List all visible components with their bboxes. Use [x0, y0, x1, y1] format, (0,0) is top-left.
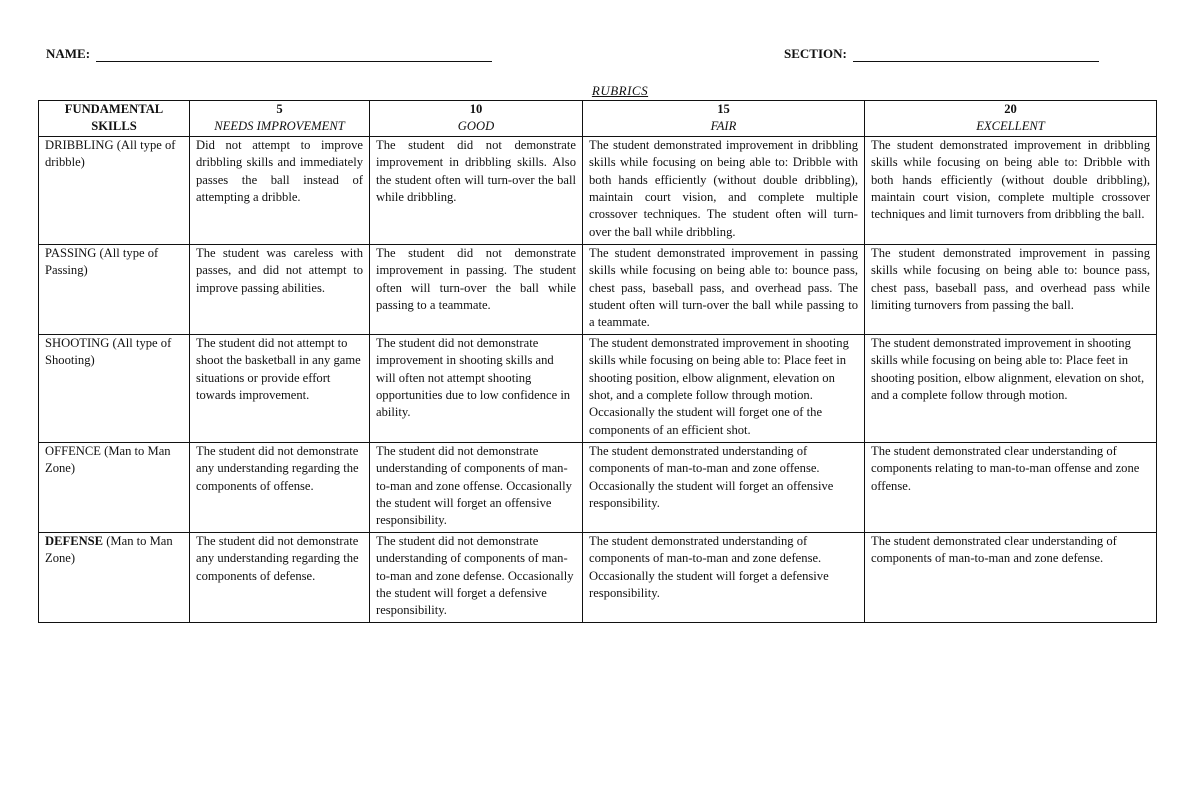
level-label: FAIR	[710, 119, 737, 134]
criteria-cell: The student did not attempt to shoot the basketball in any game situations or provide effort towards improvement.	[190, 334, 370, 442]
skill-cell	[39, 334, 190, 442]
skill-name: SHOOTING (All type of Shooting)	[45, 335, 172, 368]
level-label: EXCELLENT	[976, 119, 1045, 134]
name-label: NAME:	[46, 46, 91, 61]
table-row-shooting	[39, 334, 1157, 442]
table-row-defense	[39, 532, 1157, 622]
header-score-20	[865, 101, 1157, 137]
header-line2: SKILLS	[91, 119, 137, 134]
skill-cell	[39, 244, 190, 334]
criteria-cell: Did not attempt to improve dribbling skills and immediately passes the ball instead of attempting a dribble.	[190, 136, 370, 244]
header-score-5	[190, 101, 370, 137]
rubric-title: RUBRICS	[591, 83, 649, 98]
section-blank-line[interactable]	[853, 47, 1099, 62]
criteria-cell: The student did not demonstrate improvement in shooting skills and will often not attempt shooting opportunities due to low confidence in ability.	[370, 334, 583, 442]
criteria-cell: The student demonstrated clear understanding of components relating to man-to-man offense and zone offense.	[865, 442, 1157, 532]
criteria-cell: The student did not demonstrate any understanding regarding the components of offense.	[190, 442, 370, 532]
header-score-15	[583, 101, 865, 137]
criteria-cell: The student did not demonstrate improvement in dribbling skills. Also the student often will turn-over the ball while dribbling.	[370, 136, 583, 244]
rubric-table	[38, 100, 1157, 623]
score-label: 15	[717, 102, 730, 116]
skill-cell	[39, 442, 190, 532]
score-label: 5	[276, 102, 283, 116]
level-label: GOOD	[457, 119, 495, 134]
criteria-cell: The student demonstrated understanding of components of man-to-man and zone offense. Occasionally the student will forget an offensive responsibility.	[583, 442, 865, 532]
skill-name-bold: DEFENSE	[45, 533, 104, 548]
skill-cell	[39, 136, 190, 244]
criteria-cell: The student demonstrated improvement in dribbling skills while focusing on being able to: Dribble with both hands efficiently (without double dribbling), maintain court vision, complete multiple crossover techniques and limit turnovers from dribbling the ball.	[865, 136, 1157, 244]
section-field	[784, 46, 1099, 62]
name-field	[46, 46, 492, 62]
skill-cell	[39, 532, 190, 622]
criteria-cell: The student did not demonstrate any understanding regarding the components of defense.	[190, 532, 370, 622]
criteria-cell: The student was careless with passes, and did not attempt to improve passing abilities.	[190, 244, 370, 334]
table-row-offence	[39, 442, 1157, 532]
skill-name: PASSING (All type of Passing)	[45, 245, 159, 278]
table-row-dribbling	[39, 136, 1157, 244]
skill-name: DRIBBLING (All type of dribble)	[45, 137, 176, 170]
criteria-cell: The student demonstrated improvement in passing skills while focusing on being able to: bounce pass, chest pass, baseball pass, and overhead pass. The student often will turn-over the ball while passing to a teammate.	[583, 244, 865, 334]
header-line1: FUNDAMENTAL	[64, 102, 164, 116]
name-blank-line[interactable]	[96, 47, 492, 62]
criteria-cell: The student demonstrated clear understanding of components of man-to-man and zone defense.	[865, 532, 1157, 622]
document-header	[0, 46, 1200, 70]
criteria-cell: The student did not demonstrate improvement in passing. The student often will turn-over the ball while passing to a teammate.	[370, 244, 583, 334]
section-label: SECTION:	[784, 46, 847, 61]
criteria-cell: The student demonstrated improvement in shooting skills while focusing on being able to: Place feet in shooting position, elbow alignment, elevation on shot, and a complete follow through motion.	[865, 334, 1157, 442]
criteria-cell: The student demonstrated understanding of components of man-to-man and zone defense. Occasionally the student will forget a defensive responsibility.	[583, 532, 865, 622]
criteria-cell: The student did not demonstrate understanding of components of man-to-man and zone defense. Occasionally the student will forget a defensive responsibility.	[370, 532, 583, 622]
score-label: 10	[469, 102, 483, 116]
criteria-cell: The student did not demonstrate understanding of components of man-to-man and zone offense. Occasionally the student will forget an offensive responsibility.	[370, 442, 583, 532]
header-score-10	[370, 101, 583, 137]
skill-name: OFFENCE (Man to Man Zone)	[45, 443, 171, 476]
criteria-cell: The student demonstrated improvement in dribbling skills while focusing on being able to: Dribble with both hands efficiently (without double dribbling), maintain court vision, and complete multiple crossover techniques. The student often will turn-over the ball while dribbling.	[583, 136, 865, 244]
level-label: NEEDS IMPROVEMENT	[214, 119, 345, 134]
skill-name: (Man to Man Zone)	[45, 533, 173, 566]
criteria-cell: The student demonstrated improvement in shooting skills while focusing on being able to: Place feet in shooting position, elbow alignment, elevation on shot, and a complete follow through motion. Occasionally the student will forget one of the components of an efficient shot.	[583, 334, 865, 442]
table-row-passing	[39, 244, 1157, 334]
score-label: 20	[1004, 102, 1017, 116]
criteria-cell: The student demonstrated improvement in passing skills while focusing on being able to: bounce pass, chest pass, baseball pass, and overhead pass while limiting turnovers from passing the ball.	[865, 244, 1157, 334]
table-header-row	[39, 101, 1157, 137]
header-fundamental-skills	[39, 101, 190, 137]
